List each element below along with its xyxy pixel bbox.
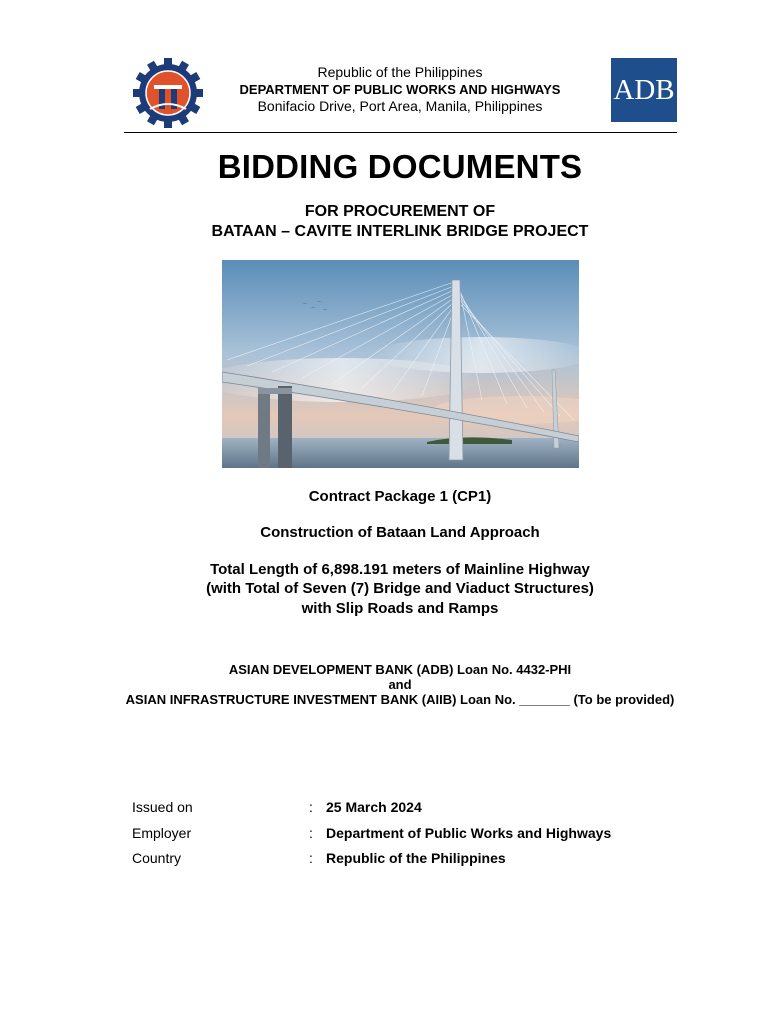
employer-colon: : <box>309 825 313 841</box>
employer-value: Department of Public Works and Highways <box>326 825 612 841</box>
department-address: Bonifacio Drive, Port Area, Manila, Philippines <box>257 98 543 114</box>
loan-and: and <box>388 677 412 692</box>
adb-logo-text: ADB <box>613 73 675 106</box>
employer-label: Employer <box>132 825 192 841</box>
contract-package: Contract Package 1 (CP1) <box>308 488 492 505</box>
adb-logo-icon <box>611 58 677 122</box>
adb-loan-line: ASIAN DEVELOPMENT BANK (ADB) Loan No. 4432-PHI <box>228 662 572 677</box>
subtitle-line-1: FOR PROCUREMENT OF <box>304 203 496 220</box>
dpwh-logo-icon <box>132 57 204 129</box>
aiib-loan-line: ASIAN INFRASTRUCTURE INVESTMENT BANK (AIIB) Loan No. _______ (To be provided) <box>125 692 675 707</box>
length-line-1: Total Length of 6,898.191 meters of Mainline Highway <box>210 561 590 578</box>
length-line-2: (with Total of Seven (7) Bridge and Viaduct Structures) <box>206 580 594 597</box>
bridge-photo <box>222 260 579 468</box>
department-name: DEPARTMENT OF PUBLIC WORKS AND HIGHWAYS <box>239 82 561 97</box>
header-divider <box>124 132 677 133</box>
construction-title: Construction of Bataan Land Approach <box>260 524 540 541</box>
country-label: Country <box>132 850 182 866</box>
issued-on-label: Issued on <box>132 799 193 815</box>
length-line-3: with Slip Roads and Ramps <box>301 600 499 617</box>
agency-header <box>210 64 590 115</box>
issued-on-colon: : <box>309 799 313 815</box>
country-colon: : <box>309 850 313 866</box>
republic-line: Republic of the Philippines <box>317 64 483 80</box>
document-title: BIDDING DOCUMENTS <box>217 148 583 185</box>
issued-on-value: 25 March 2024 <box>326 799 422 815</box>
country-value: Republic of the Philippines <box>326 850 506 866</box>
project-name: BATAAN – CAVITE INTERLINK BRIDGE PROJECT <box>211 223 589 240</box>
